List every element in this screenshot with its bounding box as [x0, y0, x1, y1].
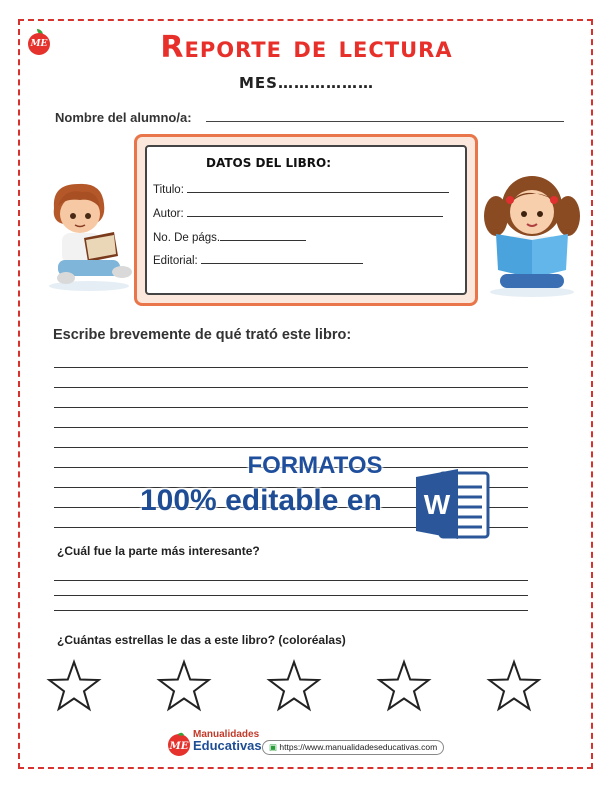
pages-field — [153, 228, 306, 244]
writing-line[interactable] — [54, 610, 528, 611]
footer-url-text: https://www.manualidadeseducativas.com — [279, 742, 438, 752]
editable-banner-text: 100% editable en — [140, 484, 382, 517]
formats-banner-heading: FORMATOS — [247, 452, 383, 479]
word-document-icon — [416, 467, 490, 541]
writing-line[interactable] — [54, 447, 528, 448]
girl-reading-illustration — [482, 170, 582, 298]
summary-question: Escribe brevemente de qué trató este libro: — [53, 327, 352, 343]
page-title: Reporte de lectura — [160, 30, 453, 65]
rating-star-1[interactable] — [49, 662, 98, 709]
rating-star-2[interactable] — [159, 662, 208, 709]
stars-question: ¿Cuántas estrellas le das a este libro? (coloréalas) — [57, 633, 346, 647]
lock-icon: ▣ — [269, 742, 278, 752]
interesting-question: ¿Cuál fue la parte más interesante? — [57, 544, 260, 558]
pages-field-label: No. De págs. — [153, 232, 221, 244]
month-field: MES……………… — [239, 74, 374, 92]
publisher-field-label: Editorial: — [153, 255, 198, 267]
star-rating[interactable] — [44, 658, 564, 718]
writing-line[interactable] — [54, 580, 528, 581]
footer-url[interactable] — [262, 740, 444, 755]
pages-field-line[interactable] — [220, 228, 306, 241]
footer-logo-icon — [166, 731, 192, 757]
footer-brand-bottom: Educativas — [193, 738, 262, 753]
title-field-label: Titulo: — [153, 184, 184, 196]
student-name-label: Nombre del alumno/a: — [55, 110, 192, 125]
boy-reading-illustration — [44, 180, 134, 292]
writing-line[interactable] — [54, 407, 528, 408]
writing-line[interactable] — [54, 387, 528, 388]
rating-star-5[interactable] — [489, 662, 538, 709]
book-data-title: DATOS DEL LIBRO: — [206, 156, 332, 170]
author-field-label: Autor: — [153, 208, 184, 220]
footer-brand — [193, 729, 262, 751]
student-name-line[interactable] — [206, 121, 564, 122]
writing-line[interactable] — [54, 367, 528, 368]
svg-text:ME: ME — [169, 741, 189, 752]
publisher-field — [153, 251, 363, 267]
publisher-field-line[interactable] — [201, 251, 363, 264]
author-field — [153, 204, 443, 220]
rating-star-4[interactable] — [379, 662, 428, 709]
rating-star-3[interactable] — [269, 662, 318, 709]
writing-line[interactable] — [54, 595, 528, 596]
brand-logo-icon: ME — [28, 33, 50, 55]
word-letter: W — [423, 489, 451, 520]
title-field-line[interactable] — [187, 180, 449, 193]
title-field — [153, 180, 449, 196]
author-field-line[interactable] — [187, 204, 443, 217]
writing-line[interactable] — [54, 427, 528, 428]
page-border — [18, 19, 593, 769]
footer-brand-top: Manualidades — [193, 729, 260, 740]
